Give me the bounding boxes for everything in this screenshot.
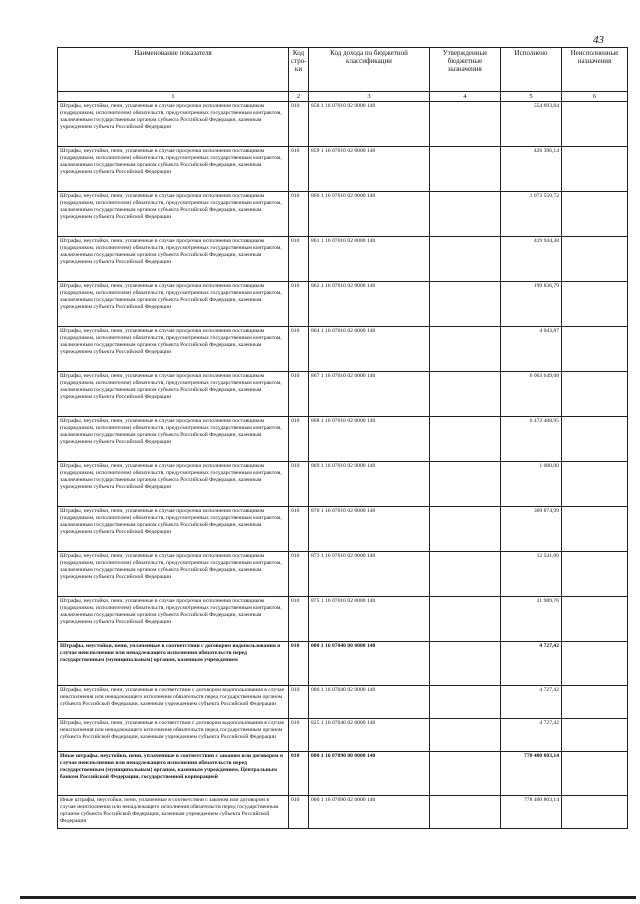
table-row — [58, 237, 628, 282]
column-number: 4 — [430, 92, 501, 102]
row-executed: 426 396,14 — [501, 147, 562, 192]
row-income-code: 867 1 16 07010 02 0000 140 — [309, 372, 430, 417]
row-approved — [430, 719, 501, 752]
row-approved — [430, 752, 501, 796]
header-name: Наименование показателя — [58, 48, 289, 92]
row-executed: 554 693,84 — [501, 102, 562, 147]
row-approved — [430, 102, 501, 147]
row-executed: 4 727,42 — [501, 686, 562, 719]
row-approved — [430, 327, 501, 372]
row-name: Штрафы, неустойки, пени, уплаченные в соответствии с договором водопользования в случае неисполнения или ненадлежащего исполнения обязательств перед государственным органом субъекта Российской Федерации, казенным учреждением субъекта Российской Федерации — [58, 686, 289, 719]
row-executed: 1 000,00 — [501, 462, 562, 507]
row-income-code: 872 1 16 07010 02 0000 140 — [309, 552, 430, 597]
row-income-code: 860 1 16 07010 02 0000 140 — [309, 192, 430, 237]
row-income-code: 000 1 16 07090 00 0000 140 — [309, 752, 430, 796]
column-number: 1 — [58, 92, 289, 102]
row-name: Штрафы, неустойки, пени, уплаченные в случае просрочки исполнения поставщиком (подрядчиком, исполнителем) обязательств, предусмотренных государственным контрактом, заключенным государственным органом субъекта Российской Федерации, казенным учреждением субъекта Российской Федерации — [58, 417, 289, 462]
row-approved — [430, 507, 501, 552]
row-approved — [430, 237, 501, 282]
row-approved — [430, 282, 501, 327]
row-unexecuted — [562, 417, 628, 462]
row-approved — [430, 192, 501, 237]
row-income-code: 868 1 16 07010 02 0000 140 — [309, 417, 430, 462]
row-income-code: 861 1 16 07010 02 0000 140 — [309, 237, 430, 282]
table-row — [58, 462, 628, 507]
row-line-code: 010 — [289, 372, 309, 417]
row-executed: 419 944,38 — [501, 237, 562, 282]
row-name: Штрафы, неустойки, пени, уплаченные в случае просрочки исполнения поставщиком (подрядчиком, исполнителем) обязательств, предусмотренных государственным контрактом, заключенным государственным органом субъекта Российской Федерации, казенным учреждением субъекта Российской Федерации — [58, 237, 289, 282]
column-number: 3 — [309, 92, 430, 102]
report-table — [57, 47, 628, 829]
table-row — [58, 417, 628, 462]
row-income-code: 000 1 16 07040 02 0000 140 — [309, 686, 430, 719]
row-executed: 4 727,42 — [501, 719, 562, 752]
row-income-code: 875 1 16 07010 02 0000 140 — [309, 597, 430, 642]
row-income-code: 000 1 16 07040 00 0000 140 — [309, 642, 430, 686]
header-approved: Утвержденные бюджетные назначения — [430, 48, 501, 92]
table-row — [58, 719, 628, 752]
table-row — [58, 796, 628, 829]
row-line-code: 010 — [289, 102, 309, 147]
row-name: Штрафы, неустойки, пени, уплаченные в случае просрочки исполнения поставщиком (подрядчиком, исполнителем) обязательств, предусмотренных государственным контрактом, заключенным государственным органом субъекта Российской Федерации, казенным учреждением субъекта Российской Федерации — [58, 192, 289, 237]
row-executed: 6 063 649,08 — [501, 372, 562, 417]
row-approved — [430, 796, 501, 829]
table-row — [58, 327, 628, 372]
row-approved — [430, 147, 501, 192]
row-name: Штрафы, неустойки, пени, уплаченные в случае просрочки исполнения поставщиком (подрядчиком, исполнителем) обязательств, предусмотренных государственным контрактом, заключенным государственным органом субъекта Российской Федерации, казенным учреждением субъекта Российской Федерации — [58, 597, 289, 642]
row-line-code: 010 — [289, 597, 309, 642]
row-income-code: 862 1 16 07010 02 0000 140 — [309, 282, 430, 327]
row-line-code: 010 — [289, 147, 309, 192]
row-income-code: 858 1 16 07010 02 0000 140 — [309, 102, 430, 147]
table-row — [58, 552, 628, 597]
row-name: Штрафы, неустойки, пени, уплаченные в случае просрочки исполнения поставщиком (подрядчиком, исполнителем) обязательств, предусмотренных государственным контрактом, заключенным государственным органом субъекта Российской Федерации, казенным учреждением субъекта Российской Федерации — [58, 147, 289, 192]
row-line-code: 010 — [289, 719, 309, 752]
row-line-code: 010 — [289, 282, 309, 327]
row-name: Штрафы, неустойки, пени, уплаченные в соответствии с договором водопользования в случае неисполнения или ненадлежащего исполнения обязательств перед государственным органом субъекта Российской Федерации, казенным учреждением субъекта Российской Федерации — [58, 719, 289, 752]
row-line-code: 010 — [289, 552, 309, 597]
row-name: Штрафы, неустойки, пени, уплаченные в случае просрочки исполнения поставщиком (подрядчиком, исполнителем) обязательств, предусмотренных государственным контрактом, заключенным государственным органом субъекта Российской Федерации, казенным учреждением субъекта Российской Федерации — [58, 552, 289, 597]
row-income-code: 859 1 16 07010 02 0000 140 — [309, 147, 430, 192]
row-line-code: 010 — [289, 192, 309, 237]
row-unexecuted — [562, 719, 628, 752]
page-number: 43 — [593, 34, 604, 46]
table-row — [58, 372, 628, 417]
row-executed: 778 400 803,14 — [501, 796, 562, 829]
row-unexecuted — [562, 462, 628, 507]
row-approved — [430, 372, 501, 417]
table-row — [58, 507, 628, 552]
row-unexecuted — [562, 796, 628, 829]
row-unexecuted — [562, 597, 628, 642]
row-income-code: 869 1 16 07010 02 0000 140 — [309, 462, 430, 507]
row-approved — [430, 417, 501, 462]
header-executed: Исполнено — [501, 48, 562, 92]
column-number: 6 — [562, 92, 628, 102]
row-unexecuted — [562, 327, 628, 372]
row-name: Штрафы, неустойки, пени, уплаченные в случае просрочки исполнения поставщиком (подрядчиком, исполнителем) обязательств, предусмотренных государственным контрактом, заключенным государственным органом субъекта Российской Федерации, казенным учреждением субъекта Российской Федерации — [58, 327, 289, 372]
table-header — [58, 48, 628, 102]
row-approved — [430, 597, 501, 642]
row-unexecuted — [562, 282, 628, 327]
row-executed: 6 472 408,95 — [501, 417, 562, 462]
row-executed: 199 836,79 — [501, 282, 562, 327]
header-unexecuted: Неисполненные назначения — [562, 48, 628, 92]
row-approved — [430, 642, 501, 686]
row-name: Штрафы, неустойки, пени, уплаченные в случае просрочки исполнения поставщиком (подрядчиком, исполнителем) обязательств, предусмотренных государственным контрактом, заключенным государственным органом субъекта Российской Федерации, казенным учреждением субъекта Российской Федерации — [58, 372, 289, 417]
row-line-code: 010 — [289, 686, 309, 719]
row-line-code: 010 — [289, 642, 309, 686]
column-number-row — [58, 92, 628, 102]
header-income-code: Код дохода по бюджетной классификации — [309, 48, 430, 92]
row-income-code: 870 1 16 07010 02 0000 140 — [309, 507, 430, 552]
row-income-code: 000 1 16 07090 02 0000 140 — [309, 796, 430, 829]
row-executed: 4 043,87 — [501, 327, 562, 372]
row-line-code: 010 — [289, 237, 309, 282]
row-name: Штрафы, неустойки, пени, уплаченные в случае просрочки исполнения поставщиком (подрядчиком, исполнителем) обязательств, предусмотренных государственным контрактом, заключенным государственным органом субъекта Российской Федерации, казенным учреждением субъекта Российской Федерации — [58, 282, 289, 327]
row-unexecuted — [562, 507, 628, 552]
row-name: Штрафы, неустойки, пени, уплаченные в случае просрочки исполнения поставщиком (подрядчиком, исполнителем) обязательств, предусмотренных государственным контрактом, заключенным государственным органом субъекта Российской Федерации, казенным учреждением субъекта Российской Федерации — [58, 507, 289, 552]
table-row — [58, 102, 628, 147]
row-line-code: 010 — [289, 507, 309, 552]
row-unexecuted — [562, 192, 628, 237]
row-name: Штрафы, неустойки, пени, уплаченные в случае просрочки исполнения поставщиком (подрядчиком, исполнителем) обязательств, предусмотренных государственным контрактом, заключенным государственным органом субъекта Российской Федерации, казенным учреждением субъекта Российской Федерации — [58, 462, 289, 507]
row-executed: 12 541,06 — [501, 552, 562, 597]
row-executed: 369 874,99 — [501, 507, 562, 552]
row-approved — [430, 552, 501, 597]
table-row — [58, 642, 628, 686]
table-row — [58, 192, 628, 237]
row-unexecuted — [562, 642, 628, 686]
row-approved — [430, 686, 501, 719]
row-unexecuted — [562, 752, 628, 796]
row-unexecuted — [562, 372, 628, 417]
row-name: Штрафы, неустойки, пени, уплаченные в случае просрочки исполнения поставщиком (подрядчиком, исполнителем) обязательств, предусмотренных государственным контрактом, заключенным государственным органом субъекта Российской Федерации, казенным учреждением субъекта Российской Федерации — [58, 102, 289, 147]
row-unexecuted — [562, 686, 628, 719]
row-executed: 31 989,76 — [501, 597, 562, 642]
row-approved — [430, 462, 501, 507]
row-name: Иные штрафы, неустойки, пени, уплаченные в соответствии с законом или договором в случае неисполнения или ненадлежащего исполнения обязательств перед государственным (муниципальным) органом, казенным учреждением, Центральным банком Российской Федерации, государственной корпорацией — [58, 752, 289, 796]
row-line-code: 010 — [289, 752, 309, 796]
row-unexecuted — [562, 552, 628, 597]
row-executed: 778 400 803,14 — [501, 752, 562, 796]
column-number: 5 — [501, 92, 562, 102]
row-executed: 4 727,42 — [501, 642, 562, 686]
row-income-code: 864 1 16 07010 02 0000 140 — [309, 327, 430, 372]
row-line-code: 010 — [289, 417, 309, 462]
row-line-code: 010 — [289, 462, 309, 507]
table-row — [58, 282, 628, 327]
row-name: Штрафы, неустойки, пени, уплаченные в соответствии с договором водопользования в случае неисполнения или ненадлежащего исполнения обязательств перед государственным (муниципальным) органом, казенным учреждением — [58, 642, 289, 686]
row-line-code: 010 — [289, 327, 309, 372]
row-unexecuted — [562, 102, 628, 147]
row-unexecuted — [562, 237, 628, 282]
row-income-code: 825 1 16 07040 02 0000 140 — [309, 719, 430, 752]
bottom-rule — [20, 896, 636, 899]
row-unexecuted — [562, 147, 628, 192]
table-row — [58, 597, 628, 642]
row-executed: 1 073 550,72 — [501, 192, 562, 237]
table-row — [58, 147, 628, 192]
table-row — [58, 752, 628, 796]
table-body — [58, 102, 628, 829]
row-name: Иные штрафы, неустойки, пени, уплаченные в соответствии с законом или договором в случае неисполнения или ненадлежащего исполнения обязательств перед государственным органом субъекта Российской Федерации, казенным учреждением субъекта Российской Федерации — [58, 796, 289, 829]
column-number: 2 — [289, 92, 309, 102]
table-row — [58, 686, 628, 719]
row-line-code: 010 — [289, 796, 309, 829]
header-line-code: Код стро-ки — [289, 48, 309, 92]
